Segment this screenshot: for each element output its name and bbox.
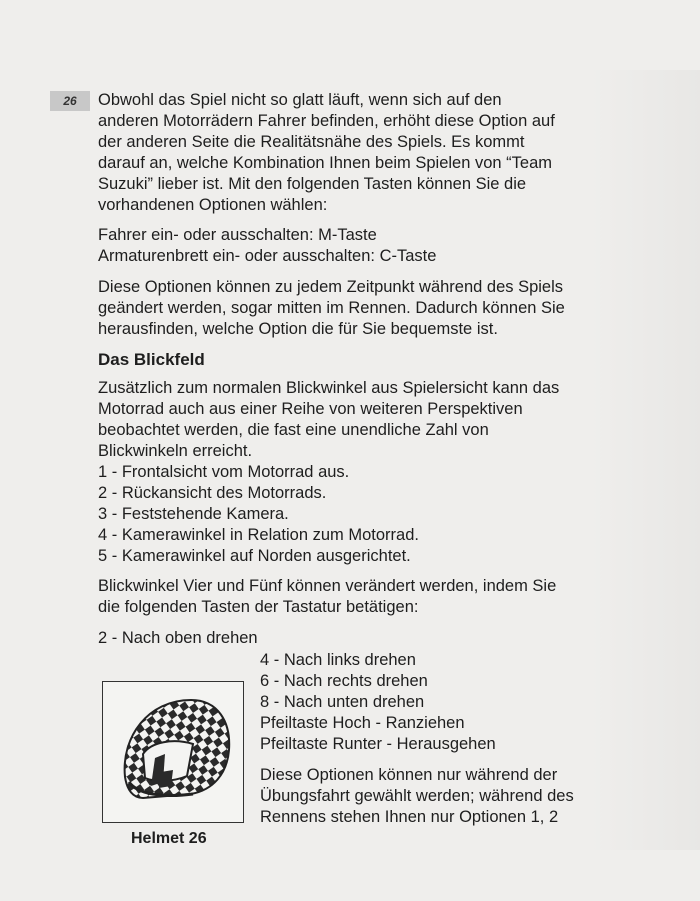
camera-key-line: 2 - Nach oben drehen [98,629,258,647]
camera-key-line: 8 - Nach unten drehen [260,693,425,711]
figure-caption: Helmet 26 [131,830,207,847]
paragraph-5-line: Übungsfahrt gewählt werden; während des [260,787,574,805]
helmet-icon [103,682,243,822]
paragraph-1-line: Obwohl das Spiel nicht so glatt läuft, wenn sich auf den [98,91,502,109]
camera-key-line: 6 - Nach rechts drehen [260,672,428,690]
paragraph-4-line: Blickwinkel Vier und Fünf können verändert werden, indem Sie [98,577,557,595]
paragraph-3-line: Motorrad auch aus einer Reihe von weiteren Perspektiven [98,400,523,418]
paragraph-3-line: beobachtet werden, die fast eine unendliche Zahl von [98,421,489,439]
view-list-item: 1 - Frontalsicht vom Motorrad aus. [98,463,350,481]
paragraph-3-line: Zusätzlich zum normalen Blickwinkel aus Spielersicht kann das [98,379,560,397]
helmet-figure [102,681,244,823]
view-list-item: 4 - Kamerawinkel in Relation zum Motorrad. [98,526,419,544]
paragraph-1-line: Suzuki” lieber ist. Mit den folgenden Tasten können Sie die [98,175,527,193]
section-heading: Das Blickfeld [98,350,205,369]
paragraph-2-line: geändert werden, sogar mitten im Rennen. Dadurch können Sie [98,299,565,317]
paragraph-4-line: die folgenden Tasten der Tastatur betätigen: [98,598,419,616]
paragraph-2-line: Diese Optionen können zu jedem Zeitpunkt während des Spiels [98,278,564,296]
show-through-shadow [590,70,700,850]
key-binding-line: Armaturenbrett ein- oder ausschalten: C-Taste [98,247,437,265]
page-number: 26 [50,91,90,111]
paragraph-1-line: darauf an, welche Kombination Ihnen beim Spielen von “Team [98,154,553,172]
paragraph-1-line: der anderen Seite die Realitätsnähe des Spiels. Es kommt [98,133,525,151]
key-binding-line: Fahrer ein- oder ausschalten: M-Taste [98,226,377,244]
camera-key-line: Pfeiltaste Runter - Herausgehen [260,735,496,753]
view-list-item: 3 - Feststehende Kamera. [98,505,289,523]
camera-key-line: Pfeiltaste Hoch - Ranziehen [260,714,465,732]
paragraph-2-line: herausfinden, welche Option die für Sie bequemste ist. [98,320,498,338]
paragraph-5-line: Diese Optionen können nur während der [260,766,558,784]
paragraph-5-line: Rennens stehen Ihnen nur Optionen 1, 2 [260,808,559,826]
view-list-item: 2 - Rückansicht des Motorrads. [98,484,327,502]
view-list-item: 5 - Kamerawinkel auf Norden ausgerichtet. [98,547,411,565]
paragraph-1-line: vorhandenen Optionen wählen: [98,196,328,214]
camera-key-line: 4 - Nach links drehen [260,651,416,669]
paragraph-3-line: Blickwinkeln erreicht. [98,442,253,460]
paragraph-1-line: anderen Motorrädern Fahrer befinden, erhöht diese Option auf [98,112,555,130]
